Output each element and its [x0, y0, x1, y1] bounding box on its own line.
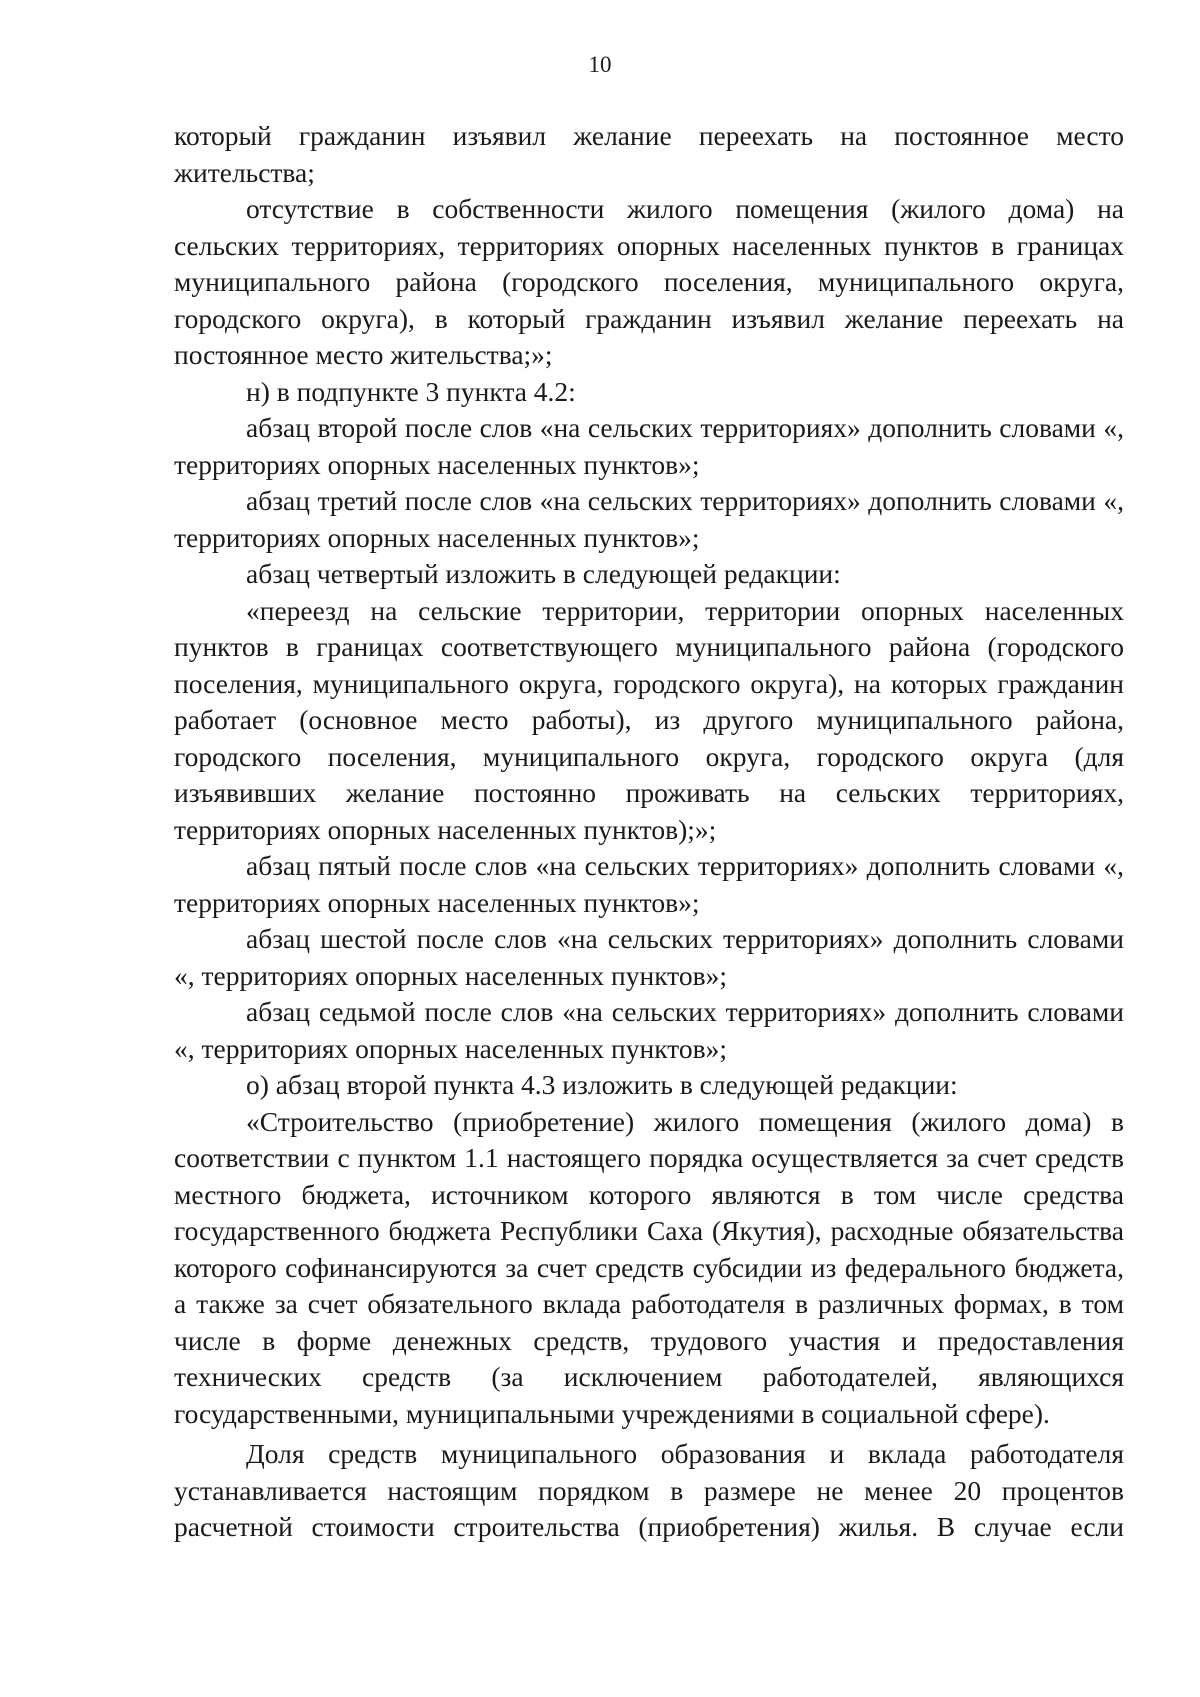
paragraph-11: о) абзац второй пункта 4.3 изложить в следующей редакции:	[246, 1069, 958, 1100]
paragraph-4: абзац второй после слов «на сельских территориях» дополнить словами «, территориях опорных населенных пунктов»;	[174, 412, 1124, 480]
paragraph-8: абзац пятый после слов «на сельских территориях» дополнить словами «, территориях опорных населенных пунктов»;	[174, 850, 1124, 918]
paragraph-13: Доля средств муниципального образования и вклада работодателя устанавливается настоящим порядком в размере не менее 20 процентов расчетной стоимости строительства (приобретения) жилья. В случае если	[174, 1438, 1124, 1542]
paragraph-3: н) в подпункте 3 пункта 4.2:	[246, 375, 576, 407]
paragraph-2: отсутствие в собственности жилого помещения (жилого дома) на сельских территориях, территориях опорных населенных пунктов в границах муниципального района (городского поселения, муниципального округа, городского округа), в который гражданин изъявил желание переехать на постоянное место жительства;»;	[174, 193, 1124, 370]
page-number: 10	[588, 52, 612, 77]
paragraph-9: абзац шестой после слов «на сельских территориях» дополнить словами «, территориях опорных населенных пунктов»;	[174, 923, 1124, 991]
paragraph-7: «переезд на сельские территории, территории опорных населенных пунктов в границах соответствующего муниципального района (городского поселения, муниципального округа, городского округа), на которых гражданин работает (основное место работы), из другого муниципального района, городского поселения, муниципального округа, городского округа (для изъявивших желание постоянно проживать на сельских территориях, территориях опорных населенных пунктов);»;	[174, 594, 1124, 845]
paragraph-6: абзац четвертый изложить в следующей редакции:	[246, 558, 841, 589]
document-body	[174, 118, 1124, 1546]
paragraph-12: «Строительство (приобретение) жилого помещения (жилого дома) в соответствии с пунктом 1.1 настоящего порядка осуществляется за счет средств местного бюджета, источником которого являются в том числе средства государственного бюджета Республики Саха (Якутия), расходные обязательства которого софинансируются за счет средств субсидии из федерального бюджета, а также за счет обязательного вклада работодателя в различных формах, в том числе в форме денежных средств, трудового участия и предоставления технических средств (за исключением работодателей, являющихся государственными, муниципальными учреждениями в социальной сфере).	[174, 1105, 1124, 1429]
paragraph-1: который гражданин изъявил желание переехать на постоянное место жительства;	[174, 120, 1124, 188]
paragraph-5: абзац третий после слов «на сельских территориях» дополнить словами «, территориях опорных населенных пунктов»;	[174, 485, 1124, 553]
paragraph-10: абзац седьмой после слов «на сельских территориях» дополнить словами «, территориях опорных населенных пунктов»;	[174, 996, 1124, 1064]
